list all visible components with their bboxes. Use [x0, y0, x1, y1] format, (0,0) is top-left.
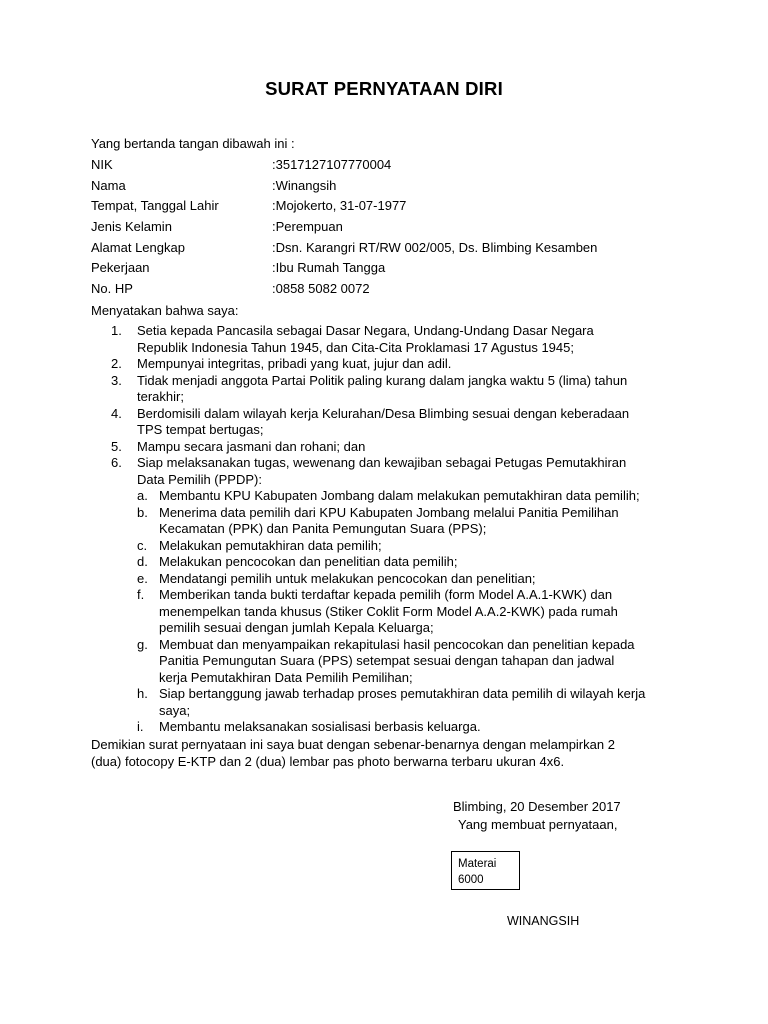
list-item: [91, 455, 691, 488]
place-date: Blimbing, 20 Desember 2017: [453, 799, 621, 814]
declaration-heading: Menyatakan bahwa saya:: [91, 303, 239, 318]
list-item: [91, 373, 691, 406]
field-label: Alamat Lengkap: [91, 239, 185, 255]
item-line: Data Pemilih (PPDP):: [137, 471, 262, 487]
field-value: :Perempuan: [272, 219, 343, 235]
item-line: TPS tempat bertugas;: [137, 422, 264, 437]
item-number: 5.: [111, 438, 122, 454]
stamp-amount: 6000: [458, 874, 484, 886]
list-item: [91, 356, 691, 373]
sub-item-line: saya;: [159, 702, 191, 718]
field-value: :0858 5082 0072: [272, 281, 370, 297]
sub-item-line: Mendatangi pemilih untuk melakukan pencocokan dan penelitian;: [159, 570, 536, 586]
closing-line: (dua) fotocopy E-KTP dan 2 (dua) lembar pas photo berwarna terbaru ukuran 4x6.: [91, 753, 565, 769]
sub-list-item: [91, 538, 691, 555]
item-number: 6.: [111, 455, 122, 470]
item-line: Mempunyai integritas, pribadi yang kuat, jujur dan adil.: [137, 356, 452, 371]
field-label: Tempat, Tanggal Lahir: [91, 198, 219, 214]
sub-list-item: [91, 587, 691, 637]
sub-list-item: [91, 571, 691, 588]
sub-item-line: Siap bertanggung jawab terhadap proses pemutakhiran data pemilih di wilayah kerja: [159, 686, 646, 701]
item-line: Siap melaksanakan tugas, wewenang dan kewajiban sebagai Petugas Pemutakhiran: [137, 455, 627, 470]
signer-name: WINANGSIH: [507, 914, 580, 928]
sub-item-letter: d.: [137, 554, 148, 569]
intro-text: Yang bertanda tangan dibawah ini :: [91, 136, 295, 151]
sub-item-letter: e.: [137, 570, 148, 586]
field-label: Jenis Kelamin: [91, 219, 172, 235]
list-item: [91, 406, 691, 439]
field-value: :Mojokerto, 31-07-1977: [272, 198, 407, 214]
field-value: :3517127107770004: [272, 157, 392, 172]
sub-item-line: Kecamatan (PPK) dan Panita Pemungutan Suara (PPS);: [159, 521, 487, 536]
sub-item-letter: c.: [137, 537, 148, 553]
field-label: Nama: [91, 177, 126, 193]
item-number: 2.: [111, 356, 122, 371]
sub-item-letter: f.: [137, 587, 145, 602]
closing-paragraph: [91, 737, 711, 770]
item-line: Tidak menjadi anggota Partai Politik paling kurang dalam jangka waktu 5 (lima) tahun: [137, 372, 628, 388]
sub-item-line: Menerima data pemilih dari KPU Kabupaten Jombang melalui Panitia Pemilihan: [159, 504, 619, 520]
field-value: :Dsn. Karangri RT/RW 002/005, Ds. Blimbing Kesamben: [272, 239, 598, 255]
sub-item-letter: h.: [137, 686, 148, 701]
item-line: Setia kepada Pancasila sebagai Dasar Negara, Undang-Undang Dasar Negara: [137, 323, 594, 338]
item-number: 1.: [111, 323, 122, 338]
item-number: 3.: [111, 372, 122, 388]
sub-list-item: [91, 554, 691, 571]
statement-list: [91, 323, 691, 736]
sub-list-item: [91, 719, 691, 736]
item-line: terakhir;: [137, 389, 184, 404]
document-title: SURAT PERNYATAAN DIRI: [265, 78, 503, 99]
list-item: [91, 323, 691, 356]
sub-item-line: Membantu melaksanakan sosialisasi berbasis keluarga.: [159, 719, 481, 734]
sub-item-line: Melakukan pencocokan dan penelitian data pemilih;: [159, 554, 458, 569]
list-item: [91, 439, 691, 456]
sub-list-item: [91, 505, 691, 538]
sub-list-item: [91, 637, 691, 687]
sub-item-line: Membantu KPU Kabupaten Jombang dalam melakukan pemutakhiran data pemilih;: [159, 488, 640, 503]
sub-item-letter: a.: [137, 488, 148, 503]
sub-list-item: [91, 686, 691, 719]
field-value: :Ibu Rumah Tangga: [272, 260, 386, 276]
sub-item-line: menempelkan tanda khusus (Stiker Coklit Form Model A.A.2-KWK) pada rumah: [159, 603, 618, 619]
field-label: No. HP: [91, 281, 133, 297]
sub-item-line: Membuat dan menyampaikan rekapitulasi hasil pencocokan dan penelitian kepada: [159, 636, 635, 652]
sub-item-line: Memberikan tanda bukti terdaftar kepada pemilih (form Model A.A.1-KWK) dan: [159, 587, 613, 602]
sub-item-line: Melakukan pemutakhiran data pemilih;: [159, 537, 382, 553]
signer-caption: Yang membuat pernyataan,: [458, 817, 618, 832]
closing-line: Demikian surat pernyataan ini saya buat dengan sebenar-benarnya dengan melampirkan 2: [91, 737, 615, 752]
sub-item-line: Panitia Pemungutan Suara (PPS) setempat sesuai dengan tahapan dan jadwal: [159, 653, 615, 668]
item-number: 4.: [111, 405, 122, 421]
stamp-label: Materai: [458, 858, 497, 870]
item-line: Mampu secara jasmani dan rohani; dan: [137, 438, 366, 454]
stamp-duty-box: [451, 851, 520, 890]
item-line: Berdomisili dalam wilayah kerja Kelurahan/Desa Blimbing sesuai dengan keberadaan: [137, 405, 630, 421]
field-label: NIK: [91, 157, 113, 172]
field-label: Pekerjaan: [91, 260, 150, 276]
sub-item-letter: g.: [137, 636, 148, 652]
sub-item-letter: i.: [137, 719, 144, 734]
sub-list-item: [91, 488, 691, 505]
item-line: Republik Indonesia Tahun 1945, dan Cita-Cita Proklamasi 17 Agustus 1945;: [137, 339, 574, 355]
sub-item-line: kerja Pemutakhiran Data Pemilih Pemilihan;: [159, 669, 413, 685]
duty-sublist: [91, 488, 691, 736]
field-value: :Winangsih: [272, 177, 337, 193]
sub-item-letter: b.: [137, 504, 148, 520]
sub-item-line: pemilih sesuai dengan jumlah Kepala Keluarga;: [159, 620, 434, 635]
